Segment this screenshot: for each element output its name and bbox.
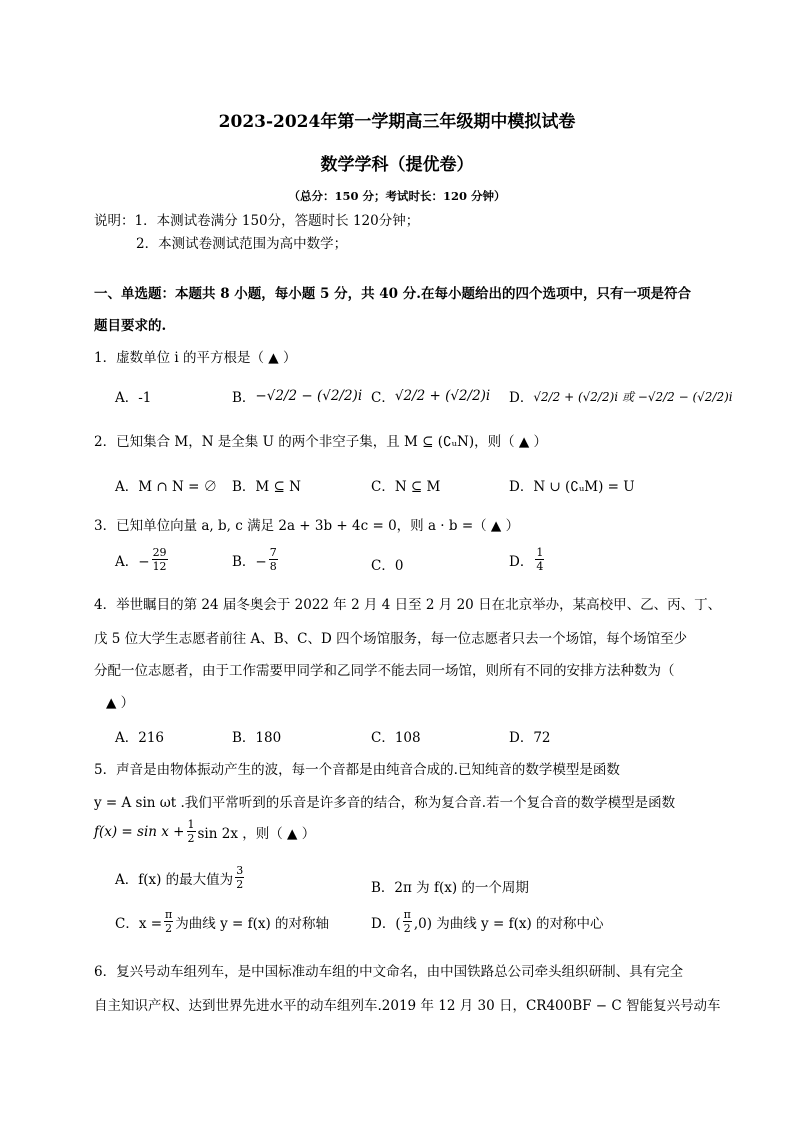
q5-line3-denominator: 2 <box>187 832 195 845</box>
q3-d-numerator: 1 <box>536 546 544 559</box>
q4-option-b: B．180 <box>232 730 282 746</box>
q1-option-d-text: √2/2 + (√2/2)i 或 −√2/2 − (√2/2)i <box>533 389 733 404</box>
q5-line2: y = A sin ωt .我们平常听到的乐音是许多音的结合，称为复合音.若一个复合音的数学模型是函数 <box>94 795 676 811</box>
exam-subtitle: 数学学科（提优卷） <box>320 155 474 175</box>
q5-a-numerator: 3 <box>236 864 244 877</box>
q5-d-numerator: π <box>403 908 411 921</box>
q1-option-c-label: C． <box>371 390 395 406</box>
q4-line4: ▲ ） <box>106 695 135 711</box>
q4-line1: 4．举世瞩目的第 24 届冬奥会于 2022 年 2 月 4 日至 2 月 20 日在北京举办，某高校甲、乙、丙、丁、 <box>94 597 722 613</box>
q3-option-a-fraction <box>152 546 168 573</box>
q5-c-denominator: 2 <box>165 922 173 935</box>
q1-option-b-label: B． <box>232 390 256 406</box>
q3-d-denominator: 4 <box>536 560 544 573</box>
q1-option-d <box>509 386 733 406</box>
q6-line1: 6．复兴号动车组列车，是中国标准动车组的中文命名，由中国铁路总公司牵头组织研制、具有完全 <box>94 964 684 980</box>
q3-option-a-label: A．− <box>115 553 150 570</box>
q5-line3-numerator: 1 <box>187 818 195 831</box>
q5-option-a-text: A．f(x) 的最大值为 <box>115 871 234 888</box>
section-heading-line1: 一、单选题：本题共 8 小题，每小题 5 分，共 40 分.在每小题给出的四个选项中，只有一项是符合 <box>94 286 691 302</box>
q5-option-d <box>371 908 604 935</box>
q5-c-numerator: π <box>165 908 173 921</box>
q3-option-d <box>509 546 546 573</box>
q1-option-b-text: −√2/2 − (√2/2)i <box>255 388 363 404</box>
q3-b-denominator: 8 <box>269 560 277 573</box>
q1-option-c <box>371 386 490 406</box>
q3-a-numerator: 29 <box>152 546 167 559</box>
q3-option-a <box>115 546 170 573</box>
q5-line3-tail: sin 2x ，则（ ▲ ） <box>197 825 316 842</box>
q2-option-d: D．N ∪ (∁ᵤM) = U <box>509 479 635 495</box>
q3-option-d-label: D． <box>509 553 534 570</box>
instruction-2: 2．本测试卷测试范围为高中数学； <box>136 236 348 252</box>
q3-option-b-fraction <box>269 546 278 573</box>
q2-option-b: B．M ⊆ N <box>232 479 301 495</box>
q3-a-denominator: 12 <box>152 560 167 573</box>
q5-line3 <box>94 818 315 845</box>
q5-option-d-fraction <box>403 908 412 935</box>
q2-option-c: C．N ⊆ M <box>371 479 441 495</box>
q1-option-a <box>115 386 151 406</box>
q5-option-d-text: ,0) 为曲线 y = f(x) 的对称中心 <box>413 915 604 932</box>
q3-option-b-label: B．− <box>232 553 267 570</box>
exam-meta: （总分：150 分；考试时长：120 分钟） <box>288 189 506 203</box>
q4-line3: 分配一位志愿者，由于工作需要甲同学和乙同学不能去同一场馆，则所有不同的安排方法种数为（ <box>94 663 675 679</box>
q3-b-numerator: 7 <box>269 546 277 559</box>
q1-option-b <box>232 386 362 406</box>
q1-option-a-text: A．-1 <box>115 390 152 406</box>
q5-option-b: B．2π 为 f(x) 的一个周期 <box>371 880 529 896</box>
q5-option-c <box>115 908 329 935</box>
q3-option-c: C．0 <box>371 558 404 574</box>
exam-title: 2023-2024年第一学期高三年级期中模拟试卷 <box>218 112 576 132</box>
q4-option-c: C．108 <box>371 730 421 746</box>
q3-stem: 3．已知单位向量 a, b, c 满足 2a + 3b + 4c = 0，则 a · b =（ ▲ ） <box>94 518 520 534</box>
q6-line2: 自主知识产权、达到世界先进水平的动车组列车.2019 年 12 月 30 日，CR400BF − C 智能复兴号动车 <box>94 998 721 1014</box>
q4-option-d: D．72 <box>509 730 551 746</box>
q5-option-c-text: 为曲线 y = f(x) 的对称轴 <box>175 915 330 932</box>
instruction-1: 说明：1．本测试卷满分 150分，答题时长 120分钟； <box>94 213 420 229</box>
q5-line3-fraction <box>187 818 196 845</box>
q5-d-denominator: 2 <box>403 922 411 935</box>
q5-option-c-fraction <box>164 908 173 935</box>
q2-stem: 2．已知集合 M，N 是全集 U 的两个非空子集，且 M ⊆ (∁ᵤN)，则（ ▲ ） <box>94 434 548 450</box>
q4-option-a: A．216 <box>115 730 165 746</box>
q5-a-denominator: 2 <box>236 878 244 891</box>
q3-option-b <box>232 546 280 573</box>
section-heading-line2: 题目要求的. <box>94 318 167 334</box>
q5-line3-function: f(x) = sin x + <box>94 823 185 840</box>
q2-option-a: A．M ∩ N = ∅ <box>115 479 218 495</box>
q1-option-d-label: D． <box>509 390 534 406</box>
q5-option-c-label: C．x = <box>115 915 163 932</box>
q4-line2: 戊 5 位大学生志愿者前往 A、B、C、D 四个场馆服务，每一位志愿者只去一个场馆，每个场馆至少 <box>94 631 688 647</box>
q5-option-a-fraction <box>235 864 244 891</box>
q3-option-d-fraction <box>535 546 544 573</box>
q1-stem: 1．虚数单位 i 的平方根是（ ▲ ） <box>94 350 297 366</box>
q5-line1: 5．声音是由物体振动产生的波，每一个音都是由纯音合成的.已知纯音的数学模型是函数 <box>94 762 620 778</box>
q1-option-c-text: √2/2 + (√2/2)i <box>394 388 491 404</box>
q5-option-d-label: D．( <box>371 915 401 932</box>
q5-option-a <box>115 864 246 891</box>
